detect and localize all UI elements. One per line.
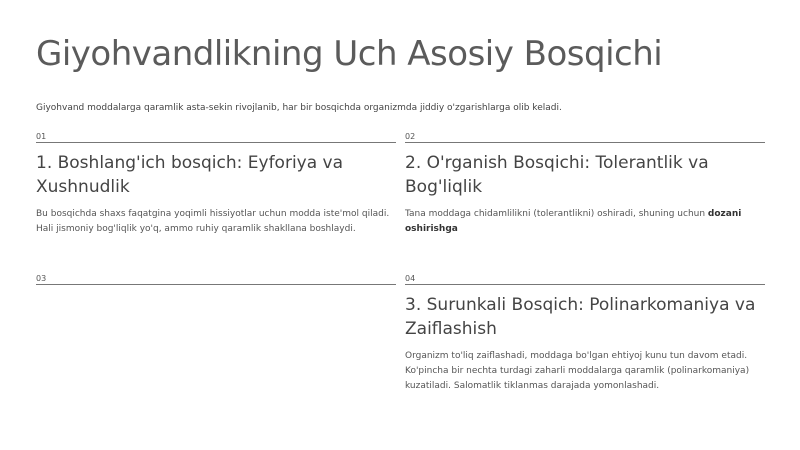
- stage-card-4: [405, 274, 765, 394]
- divider: [36, 284, 396, 285]
- card-heading: 2. O'rganish Bosqichi: Tolerantlik va Bog'liqlik: [405, 153, 709, 197]
- card-body-text: Tana moddaga chidamlilikni (tolerantlikni) oshiradi, shuning uchun: [405, 209, 708, 219]
- card-body: [405, 207, 765, 237]
- page-title: Giyohvandlikning Uch Asosiy Bosqichi: [36, 34, 663, 74]
- card-body: Organizm to'liq zaiflashadi, moddaga bo'lgan ehtiyoj kunu tun davom etadi. Ko'pincha bir nechta turdagi zaharli moddalarga qaramlik (polinarkomaniya) kuzatiladi. Salomatlik tiklanmas darajada yomonlashadi.: [405, 351, 750, 391]
- card-body-emphasis: dozani oshirishga: [405, 209, 742, 234]
- stage-card-1: [36, 132, 396, 237]
- divider: [36, 142, 396, 143]
- card-heading: 1. Boshlang'ich bosqich: Eyforiya va Xushnudlik: [36, 153, 344, 197]
- stage-card-3: [36, 274, 396, 293]
- card-body: Bu bosqichda shaxs faqatgina yoqimli hissiyotlar uchun modda iste'mol qiladi. Hali jismoniy bog'liqlik yo'q, ammo ruhiy qaramlik shakllana boshlaydi.: [36, 209, 390, 234]
- card-number: 03: [36, 274, 47, 283]
- card-number: 01: [36, 132, 47, 141]
- divider: [405, 142, 765, 143]
- stage-card-2: [405, 132, 765, 237]
- divider: [405, 284, 765, 285]
- card-number: 04: [405, 274, 416, 283]
- card-number: 02: [405, 132, 416, 141]
- card-heading: 3. Surunkali Bosqich: Polinarkomaniya va Zaiflashish: [405, 295, 756, 339]
- page-subtitle: Giyohvand moddalarga qaramlik asta-sekin rivojlanib, har bir bosqichda organizmda jiddiy o'zgarishlarga olib keladi.: [36, 103, 562, 113]
